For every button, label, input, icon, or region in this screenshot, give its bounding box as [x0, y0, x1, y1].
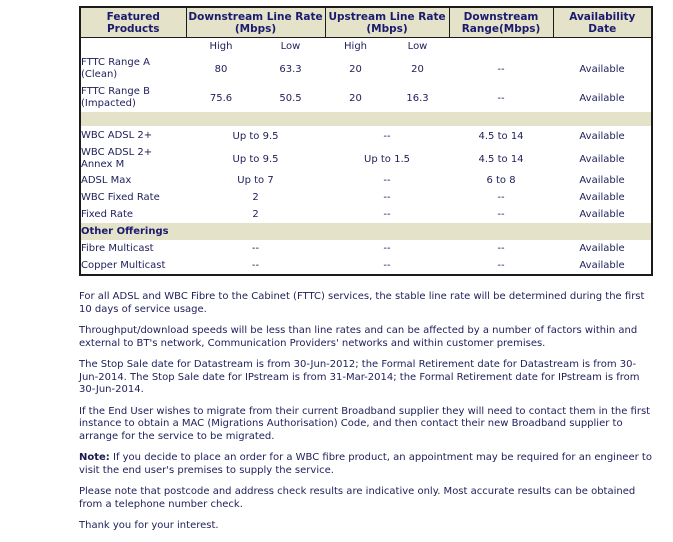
- upstream-rate: --: [383, 243, 391, 254]
- subheader-up-high: High: [325, 38, 386, 55]
- availability: Available: [579, 260, 625, 271]
- upstream-high: 20: [349, 63, 362, 75]
- upstream-rate: --: [383, 209, 391, 220]
- product-name: Copper Multicast: [81, 259, 166, 271]
- availability: Available: [579, 175, 625, 186]
- table-row: [80, 54, 652, 84]
- table-row: [80, 84, 652, 112]
- downstream-rate: --: [251, 260, 260, 271]
- upstream-rate: --: [383, 130, 391, 142]
- section-header-other-offerings: [80, 223, 652, 240]
- downstream-range: --: [497, 243, 505, 254]
- header-featured-products: Featured Products: [80, 7, 186, 38]
- subheader-blank: [80, 38, 186, 55]
- table-row: [80, 240, 652, 257]
- section-divider: [80, 112, 652, 126]
- notes-section: [79, 291, 654, 542]
- downstream-high: 75.6: [209, 92, 233, 104]
- table-row: [80, 172, 652, 189]
- table-row: [80, 189, 652, 206]
- downstream-range: --: [497, 209, 505, 220]
- availability: Available: [579, 243, 625, 254]
- upstream-rate: --: [383, 192, 391, 203]
- note-migration: If the End User wishes to migrate from their current Broadband supplier they will need to contact them in the first instance to obtain a MAC (Migrations Authorisation) Code, and then contact their new Broadband supplier to arrange for the service to be migrated.: [79, 405, 651, 442]
- downstream-range: 4.5 to 14: [478, 153, 524, 165]
- downstream-range: --: [497, 92, 505, 104]
- downstream-rate: Up to 9.5: [232, 130, 279, 142]
- downstream-low: 50.5: [279, 92, 302, 104]
- downstream-rate: 2: [252, 192, 259, 203]
- note-fibre-appointment: [79, 452, 654, 477]
- availability: Available: [579, 153, 625, 165]
- upstream-rate: --: [383, 260, 391, 271]
- upstream-low: 16.3: [406, 92, 429, 104]
- product-name: WBC ADSL 2+ Annex M: [81, 147, 153, 170]
- note-stable-line-rate: For all ADSL and WBC Fibre to the Cabinet (FTTC) services, the stable line rate will be determined during the first 10 days of service usage.: [79, 291, 645, 315]
- other-offerings-label: Other Offerings: [80, 223, 652, 240]
- product-name: Fixed Rate: [81, 208, 134, 220]
- note-thank-you: Thank you for your interest.: [79, 520, 219, 531]
- header-downstream-range: Downstream Range(Mbps): [449, 7, 553, 38]
- table-row: [80, 206, 652, 223]
- downstream-rate: Up to 9.5: [232, 153, 279, 165]
- table-row: [80, 146, 652, 172]
- header-downstream-line-rate: Downstream Line Rate (Mbps): [186, 7, 325, 38]
- availability: Available: [579, 130, 625, 142]
- downstream-rate: --: [251, 243, 260, 254]
- product-name: FTTC Range B (Impacted): [81, 86, 150, 109]
- downstream-range: --: [497, 192, 505, 203]
- upstream-rate: Up to 1.5: [364, 153, 410, 165]
- availability: Available: [579, 192, 625, 203]
- downstream-range: --: [497, 63, 505, 75]
- upstream-high: 20: [349, 92, 362, 104]
- subheader-down-high: High: [186, 38, 256, 55]
- downstream-range: 6 to 8: [486, 175, 516, 186]
- downstream-range: --: [497, 260, 505, 271]
- header-upstream-line-rate: Upstream Line Rate (Mbps): [325, 7, 449, 38]
- table-row: [80, 257, 652, 275]
- upstream-rate: --: [383, 175, 391, 186]
- note-label: Note:: [79, 452, 110, 463]
- note-address-check: Please note that postcode and address check results are indicative only. Most accurate results can be obtained from a telephone number check.: [79, 486, 636, 510]
- subheader-down-low: Low: [256, 38, 325, 55]
- header-availability-date: Availability Date: [553, 7, 652, 38]
- availability: Available: [579, 92, 625, 104]
- note-throughput: Throughput/download speeds will be less than line rates and can be affected by a number of factors within and external to BT's network, Communication Providers' networks and within customer premises.: [79, 325, 638, 349]
- downstream-low: 63.3: [279, 63, 302, 75]
- product-name: WBC ADSL 2+: [81, 130, 153, 141]
- product-name: FTTC Range A (Clean): [81, 57, 150, 80]
- product-name: ADSL Max: [81, 174, 132, 186]
- upstream-low: 20: [411, 63, 424, 75]
- availability: Available: [579, 63, 625, 75]
- availability: Available: [579, 209, 625, 220]
- downstream-range: 4.5 to 14: [478, 130, 524, 142]
- featured-products-table: [79, 6, 653, 276]
- subheader-up-low: Low: [386, 38, 449, 55]
- downstream-high: 80: [214, 63, 228, 75]
- product-name: WBC Fixed Rate: [81, 191, 160, 203]
- product-name: Fibre Multicast: [81, 242, 154, 254]
- note-stop-sale-dates: The Stop Sale date for Datastream is from 30-Jun-2012; the Formal Retirement date for Datastream is from 30-Jun-2014. The Stop Sale date for IPstream is from 31-Mar-2014; the Formal Retirement date for IPstream is from 30-Jun-2014.: [79, 359, 640, 395]
- table-row: [80, 126, 652, 146]
- note-fibre-text: If you decide to place an order for a WBC fibre product, an appointment may be required for an engineer to visit the end user's premises to supply the service.: [79, 452, 652, 476]
- downstream-rate: 2: [252, 209, 259, 220]
- downstream-rate: Up to 7: [237, 175, 274, 186]
